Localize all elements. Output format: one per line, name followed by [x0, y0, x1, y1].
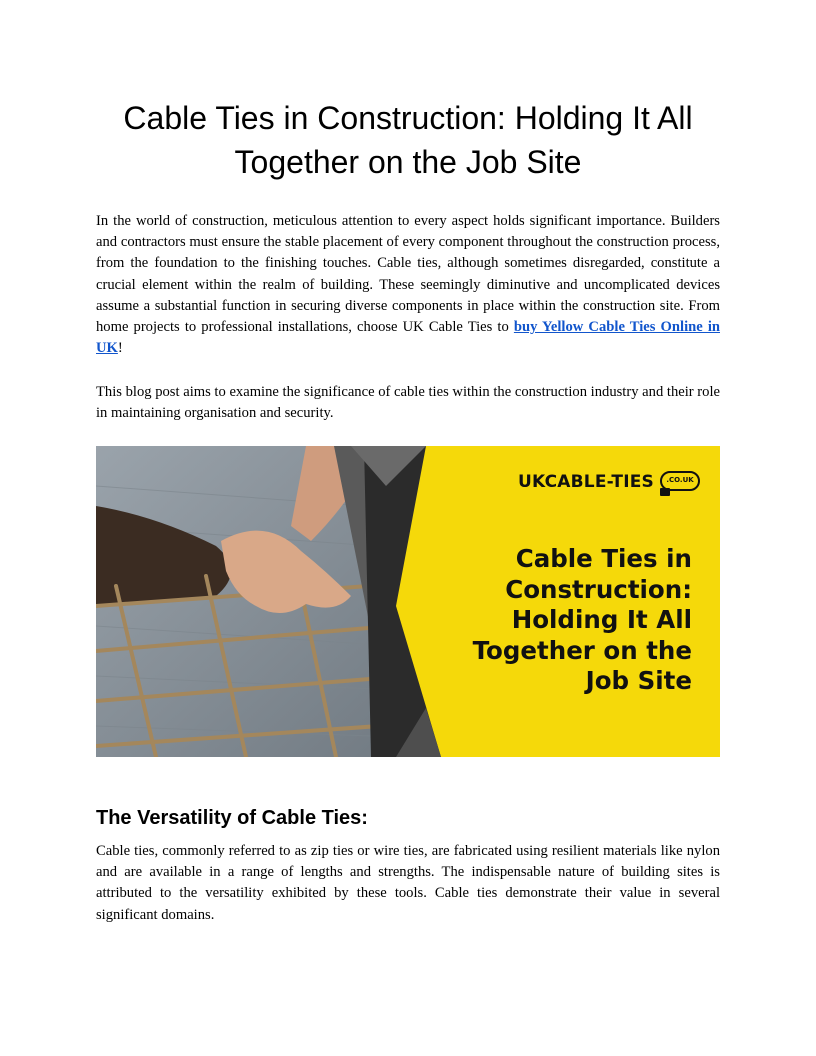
article-banner-image: [96, 446, 720, 757]
purpose-paragraph: This blog post aims to examine the significance of cable ties within the construction industry and their role in maintaining organisation and security.: [96, 384, 720, 422]
section-heading: The Versatility of Cable Ties:: [96, 807, 368, 829]
section-paragraph: Cable ties, commonly referred to as zip ties or wire ties, are fabricated using resilient materials like nylon and are available in a range of lengths and strengths. The indispensable nature of building sites is attributed to the versatility exhibited by these tools. Cable ties demonstrate their value in several significant domains.: [96, 843, 720, 923]
banner-heading: Cable Ties in Construction: Holding It All Together on the Job Site: [472, 544, 692, 695]
page-title: Cable Ties in Construction: Holding It All Together on the Job Site: [123, 100, 693, 180]
buy-yellow-cable-ties-link[interactable]: buy Yellow Cable Ties Online in UK: [96, 319, 720, 357]
intro-text-end: !: [117, 340, 123, 357]
intro-paragraph: [96, 211, 720, 359]
brand-lock-icon: [660, 488, 670, 496]
intro-text: In the world of construction, meticulous attention to every aspect holds significant importance. Builders and contractors must ensure the stable placement of every component throughout the construction process, from the foundation to the finishing touches. Cable ties, although sometimes disregarded, constitute a crucial element within the realm of building. These seemingly diminutive and uncomplicated devices assume a substantial function in securing diverse components in place within the construction site. From home projects to professional installations, choose UK Cable Ties to: [96, 213, 720, 336]
brand-logo-tld: .CO.UK: [660, 471, 700, 491]
brand-logo-text: UKCABLE-TIES: [518, 472, 654, 492]
